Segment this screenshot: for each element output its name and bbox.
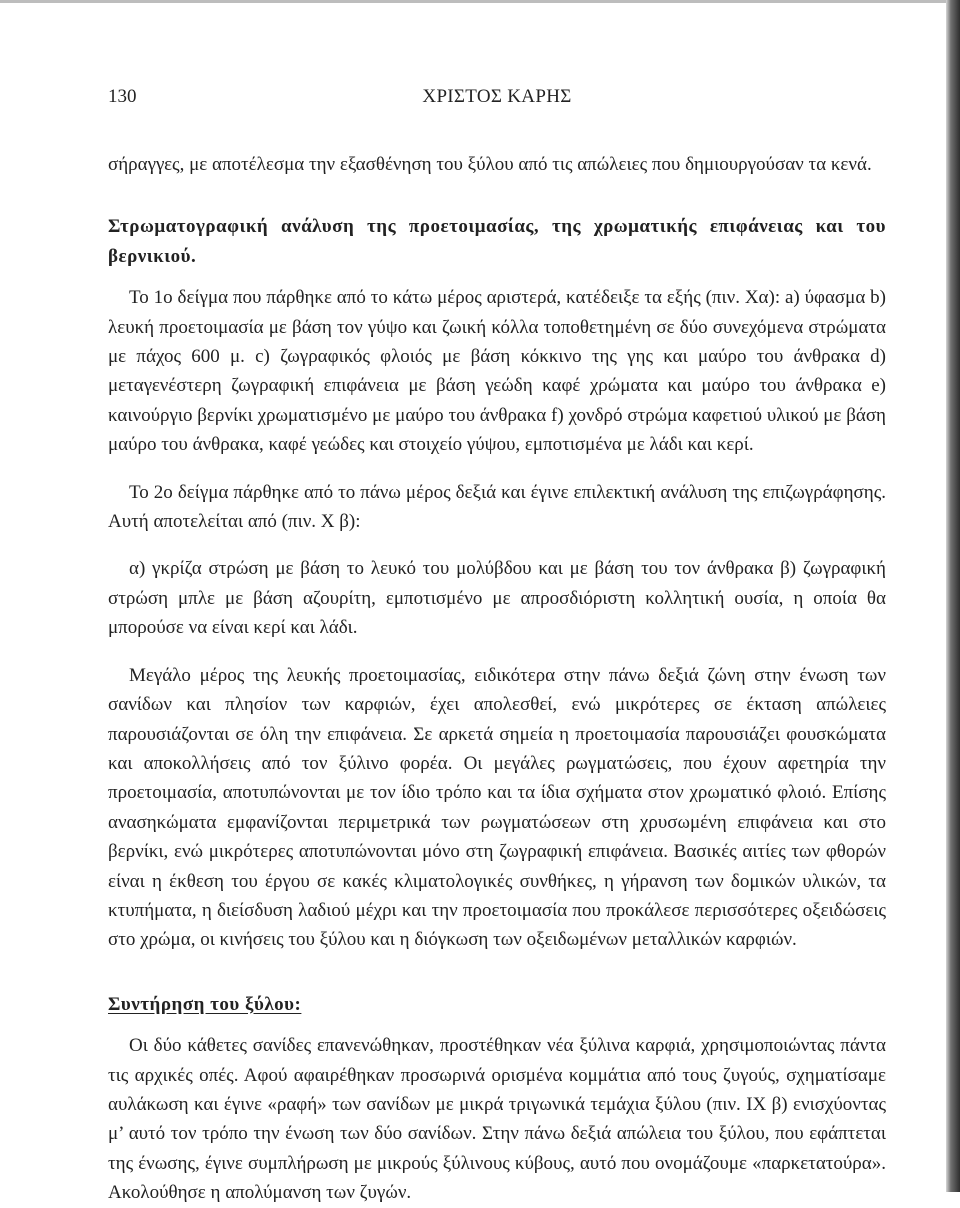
page-header xyxy=(108,86,886,112)
paragraph-conservation: Οι δύο κάθετες σανίδες επανενώθηκαν, προστέθηκαν νέα ξύλινα καρφιά, χρησιμοποιώντας πάντα τις αρχικές οπές. Αφού αφαιρέθηκαν προσωρινά ορισμένα κομμάτια από τους ζυγούς, σχηματίσαμε αυλάκωση και έγινε «ραφή» των σανίδων με μικρά τριγωνικά τεμάχια ξύλου (πιν. ΙΧ β) ενισχύοντας μ’ αυτό τον τρόπο την ένωση των δύο σανίδων. Στην πάνω δεξιά απώλεια του ξύλου, που εφάπτεται της ένωσης, έγινε συμπλήρωση με μικρούς ξύλινους κύβους, αυτό που ονομάζουμε «παρκετατούρα». Ακολούθησε η απολύμανση των ζυγών. xyxy=(108,1035,886,1204)
page-number: 130 xyxy=(108,86,137,107)
running-title: ΧΡΙΣΤΟΣ ΚΑΡΗΣ xyxy=(422,86,572,107)
paragraph-sample-1: Το 1ο δείγμα που πάρθηκε από το κάτω μέρος αριστερά, κατέδειξε τα εξής (πιν. Χα): a) ύφασμα b) λευκή προετοιμασία με βάση τον γύψο και ζωική κόλλα τοποθετημένη σε δύο συνεχόμενα στρώματα με πάχος 600 μ. c) ζωγραφικός φλοιός με βάση κόκκινο της γης και μαύρο του άνθρακα d) μεταγενέστερη ζωγραφική επιφάνεια με βάση γεώδη καφέ χρώματα και μαύρο του άνθρακα e) καινούργιο βερνίκι χρωματισμένο με μαύρο του άνθρακα f) χονδρό στρώμα καφετιού υλικού με βάση μαύρο του άνθρακα, καφέ γεώδες και στοιχείο γύψου, εμποτισμένα με λάδι και κερί. xyxy=(108,287,886,456)
paragraph-continuation: σήραγγες, με αποτέλεσμα την εξασθένηση του ξύλου από τις απώλειες που δημιουργούσαν τα κενά. xyxy=(108,154,872,175)
heading-stratigraphy: Στρωματογραφική ανάλυση της προετοιμασίας, της χρωματικής επιφάνειας και του βερνικιού. xyxy=(108,216,886,267)
page-body xyxy=(108,150,886,1208)
scan-right-edge xyxy=(946,0,960,1192)
heading-conservation: Συντήρηση του ξύλου: xyxy=(108,993,302,1015)
paragraph-damage: Μεγάλο μέρος της λευκής προετοιμασίας, ειδικότερα στην πάνω δεξιά ζώνη στην ένωση των σανίδων και πλησίον των καρφιών, έχει απολεσθεί, ενώ μικρότερες σε έκταση απώλειες παρουσιάζονται σε όλη την επιφάνεια. Σε αρκετά σημεία η προετοιμασία παρουσιάζει φουσκώματα και αποκολλήσεις από τον ξύλινο φορέα. Οι μεγάλες ρωγματώσεις, που έχουν αφετηρία την προετοιμασία, αποτυπώνονται με τον ίδιο τρόπο και τα ίδια σχήματα στον χρωματικό φλοιό. Επίσης ανασηκώματα εμφανίζονται περιμετρικά των ρωγματώσεων στη χρυσωμένη επιφάνεια και στο βερνίκι, ενώ μικρότερες αποτυπώνονται μόνο στη ζωγραφική επιφάνεια. Βασικές αιτίες των φθορών είναι η έκθεση του έργου σε κακές κλιματολογικές συνθήκες, η γήρανση των δομικών υλικών, τα κτυπήματα, η διείσδυση λαδιού μέχρι και την προετοιμασία που προκάλεσε περισσότερες οξειδώσεις στο χρώμα, οι κινήσεις του ξύλου και η διόγκωση των οξειδωμένων μεταλλικών καρφιών. xyxy=(108,664,886,951)
paragraph-layers: α) γκρίζα στρώση με βάση το λευκό του μολύβδου και με βάση του τον άνθρακα β) ζωγραφική στρώση μπλε με βάση αζουρίτη, εμποτισμένο με απροσδιόριστη κολλητική ουσία, η οποία θα μπορούσε να είναι κερί και λάδι. xyxy=(108,558,886,639)
paragraph-sample-2: Το 2ο δείγμα πάρθηκε από το πάνω μέρος δεξιά και έγινε επιλεκτική ανάλυση της επιζωγράφησης. Αυτή αποτελείται από (πιν. Χ β): xyxy=(108,481,886,533)
scan-top-edge xyxy=(0,0,960,3)
